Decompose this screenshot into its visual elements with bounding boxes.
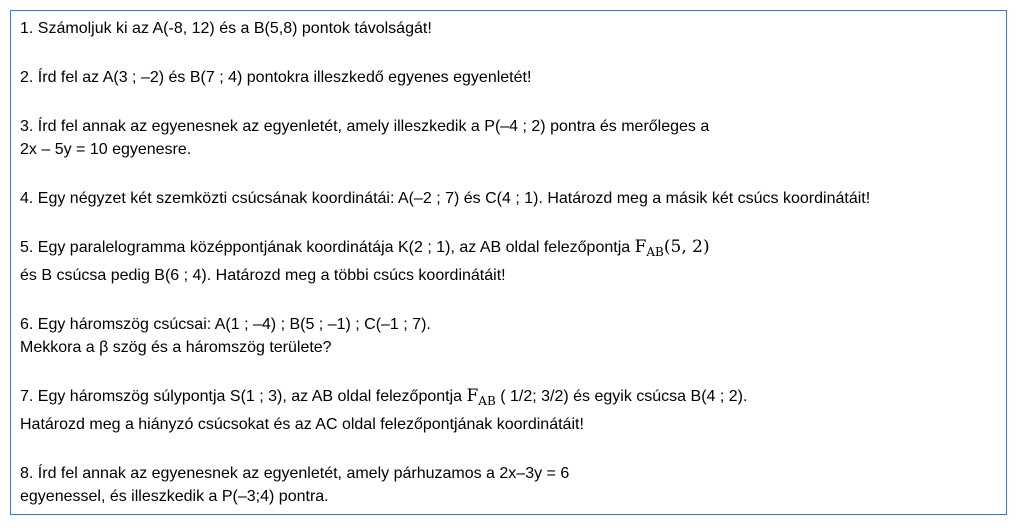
task-6-line-2: Mekkora a β szög és a háromszög területe?: [20, 339, 332, 356]
task-5-math-args: (5, 2): [663, 237, 710, 257]
task-7: [20, 385, 997, 436]
task-8-line-1: 8. Írd fel annak az egyenesnek az egyenletét, amely párhuzamos a 2x–3y = 6: [20, 465, 570, 482]
task-8: [20, 462, 997, 508]
task-7-math-f: F: [466, 386, 479, 406]
task-5-math-f: F: [634, 237, 647, 257]
task-1: [20, 17, 997, 40]
task-7-line-1-suffix: ( 1/2; 3/2) és egyik csúcsa B(4 ; 2).: [495, 388, 748, 405]
task-7-midpoint-symbol: [466, 386, 495, 406]
task-2-line-1: 2. Írd fel az A(3 ; –2) és B(7 ; 4) pontokra illeszkedő egyenes egyenletét!: [20, 69, 532, 86]
task-5-line-2: és B csúcsa pedig B(6 ; 4). Határozd meg a többi csúcs koordinátáit!: [20, 267, 506, 284]
task-5-math-sub: AB: [646, 245, 664, 259]
task-7-line-1-text: 7. Egy háromszög súlypontja S(1 ; 3), az AB oldal felezőpontja: [20, 388, 467, 405]
task-4: [20, 187, 997, 210]
task-7-line-2: Határozd meg a hiányzó csúcsokat és az AC oldal felezőpontjának koordinátáit!: [20, 416, 584, 433]
task-5-line-1-text: 5. Egy paralelogramma középpontjának koordinátája K(2 ; 1), az AB oldal felezőpontja: [20, 239, 635, 256]
task-1-line-1: 1. Számoljuk ki az A(-8, 12) és a B(5,8) pontok távolságát!: [20, 20, 432, 37]
task-6: [20, 313, 997, 359]
task-5-midpoint-symbol: [635, 237, 710, 257]
task-8-line-2: egyenessel, és illeszkedik a P(–3;4) pontra.: [20, 488, 329, 505]
exercise-box: [10, 10, 1007, 515]
task-3-line-1: 3. Írd fel annak az egyenesnek az egyenletét, amely illeszkedik a P(–4 ; 2) pontra és merőleges a: [20, 118, 710, 135]
task-3: [20, 115, 997, 161]
task-7-math-sub: AB: [478, 394, 496, 408]
task-2: [20, 66, 997, 89]
task-3-line-2: 2x – 5y = 10 egyenesre.: [20, 141, 192, 158]
task-4-line-1: 4. Egy négyzet két szemközti csúcsának koordinátái: A(–2 ; 7) és C(4 ; 1). Határozd meg a másik két csúcs koordinátáit!: [20, 190, 871, 207]
task-5: [20, 236, 997, 287]
task-6-line-1: 6. Egy háromszög csúcsai: A(1 ; –4) ; B(5 ; –1) ; C(–1 ; 7).: [20, 316, 431, 333]
